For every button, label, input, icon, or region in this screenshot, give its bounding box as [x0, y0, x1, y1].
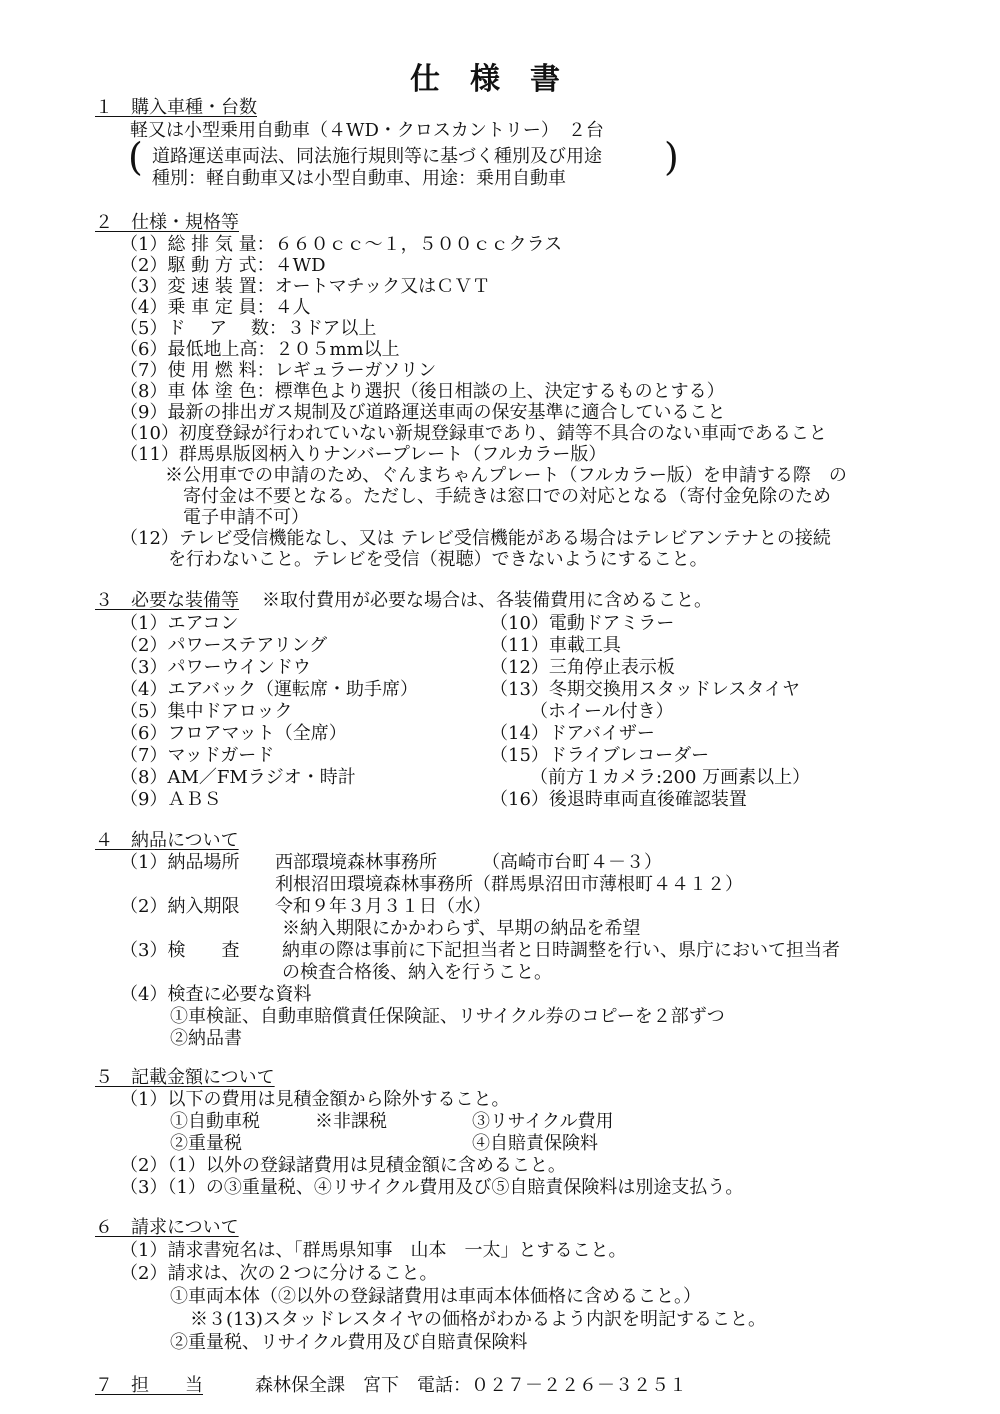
section-5-heading: ５ 記載金額について — [95, 1067, 275, 1088]
classification-note-2: 種別：軽自動車又は小型自動車、用途：乗用自動車 — [152, 168, 566, 189]
vehicle-type: 軽又は小型乗用自動車（４WD・クロスカントリー） ２台 — [130, 120, 604, 141]
tax-item: ④自賠責保険料 — [472, 1133, 598, 1154]
inspection-text-1: 納車の際は事前に下記担当者と日時調整を行い、県庁において担当者 — [282, 940, 840, 961]
spec-item-12-cont: を行わないこと。テレビを受信（視聴）できないようにすること。 — [168, 549, 708, 570]
contact-info: 森林保全課 宮下 電話：０２７－２２６－３２５１ — [255, 1375, 687, 1396]
spec-item: （9）最新の排出ガス規制及び道路運送車両の保安基準に適合していること — [120, 402, 726, 423]
documents-item-2: ②納品書 — [170, 1028, 242, 1049]
deadline-note: ※納入期限にかかわらず、早期の納品を希望 — [282, 918, 641, 939]
equipment-item-note: （ホイール付き） — [530, 701, 674, 722]
billing-sub-1: ①車両本体（②以外の登録諸費用は車両本体価格に含めること。） — [170, 1286, 701, 1307]
delivery-place-1: 西部環境森林事務所 （高崎市台町４－３） — [275, 852, 662, 873]
spec-item: （5）ド ア 数：３ドア以上 — [120, 318, 377, 339]
equipment-item: （15）ドライブレコーダー — [490, 745, 710, 766]
plate-note-2: 寄付金は不要となる。ただし、手続きは窓口での対応となる（寄付金免除のため — [183, 486, 831, 507]
documents-label: （4）検査に必要な資料 — [120, 984, 312, 1005]
inspection-text-2: の検査合格後、納入を行うこと。 — [282, 962, 552, 983]
section-3-heading: ３ 必要な装備等 — [95, 590, 239, 611]
amount-item-2: （2）（1）以外の登録諸費用は見積金額に含めること。 — [120, 1155, 566, 1176]
spec-item-12: （12）テレビ受信機能なし、又は テレビ受信機能がある場合はテレビアンテナとの接続 — [120, 528, 831, 549]
tax-item: ②重量税 — [170, 1133, 242, 1154]
spec-item: （7）使 用 燃 料：レギュラーガソリン — [120, 360, 437, 381]
spec-item: （6）最低地上高：２０５mm以上 — [120, 339, 400, 360]
plate-note-3: 電子申請不可） — [183, 507, 309, 528]
section-2-heading: ２ 仕様・規格等 — [95, 212, 239, 233]
equipment-item: （8）AM／FMラジオ・時計 — [120, 767, 356, 788]
delivery-place-2: 利根沼田環境森林事務所（群馬県沼田市薄根町４４１２） — [275, 874, 743, 895]
page-title: 仕様書 — [410, 62, 590, 97]
left-bracket: ( — [128, 135, 143, 179]
billing-item-2: （2）請求は、次の２つに分けること。 — [120, 1263, 438, 1284]
tax-note: ※非課税 — [315, 1111, 387, 1132]
billing-sub-2: ②重量税、リサイクル費用及び自賠責保険料 — [170, 1332, 528, 1353]
section-4-heading: ４ 納品について — [95, 830, 239, 851]
billing-item-1: （1）請求書宛名は、「群馬県知事 山本 一太」とすること。 — [120, 1240, 627, 1261]
section-6-heading: ６ 請求について — [95, 1217, 239, 1238]
billing-sub-1-note: ※３(13)スタッドレスタイヤの価格がわかるよう内訳を明記すること。 — [190, 1309, 767, 1330]
equipment-item: （7）マッドガード — [120, 745, 275, 766]
tax-item: ③リサイクル費用 — [472, 1111, 614, 1132]
section-3-note: ※取付費用が必要な場合は、各装備費用に含めること。 — [262, 590, 712, 611]
spec-item: （10）初度登録が行われていない新規登録車であり、錆等不具合のない車両であること — [120, 423, 827, 444]
equipment-item: （11）車載工具 — [490, 635, 621, 656]
equipment-item: （12）三角停止表示板 — [490, 657, 675, 678]
classification-note-1: 道路運送車両法、同法施行規則等に基づく種別及び用途 — [152, 146, 602, 167]
equipment-item: （2）パワーステアリング — [120, 635, 328, 656]
amount-item-3: （3）（1）の③重量税、④リサイクル費用及び⑤自賠責保険料は別途支払う。 — [120, 1177, 744, 1198]
spec-item: （8）車 体 塗 色：標準色より選択（後日相談の上、決定するものとする） — [120, 381, 725, 402]
equipment-item: （10）電動ドアミラー — [490, 613, 675, 634]
equipment-item-note: （前方１カメラ:200 万画素以上） — [530, 767, 811, 788]
plate-note-1: ※公用車での申請のため、ぐんまちゃんプレート（フルカラー版）を申請する際 の — [165, 465, 847, 486]
equipment-item: （16）後退時車両直後確認装置 — [490, 789, 747, 810]
equipment-item: （6）フロアマット（全席） — [120, 723, 347, 744]
deadline-value: 令和９年３月３１日（水） — [275, 896, 491, 917]
documents-item-1: ①車検証、自動車賠償責任保険証、リサイクル券のコピーを２部ずつ — [170, 1006, 725, 1027]
equipment-item: （1）エアコン — [120, 613, 239, 634]
equipment-item: （3）パワーウインドウ — [120, 657, 311, 678]
inspection-label: （3）検 査 — [120, 940, 240, 961]
deadline-label: （2）納入期限 — [120, 896, 240, 917]
amount-item-1: （1）以下の費用は見積金額から除外すること。 — [120, 1089, 510, 1110]
spec-item: （1）総 排 気 量：６６０ｃｃ～１，５００ｃｃクラス — [120, 234, 563, 255]
spec-item: （4）乗 車 定 員：４人 — [120, 297, 311, 318]
equipment-item: （9）ＡＢＳ — [120, 789, 222, 810]
spec-item: （11）群馬県版図柄入りナンバープレート（フルカラー版） — [120, 444, 607, 465]
equipment-item: （13）冬期交換用スタッドレスタイヤ — [490, 679, 801, 700]
spec-item: （3）変 速 装 置：オートマチック又はＣＶＴ — [120, 276, 491, 297]
section-1-heading: １ 購入車種・台数 — [95, 97, 257, 118]
spec-item: （2）駆 動 方 式：４WD — [120, 255, 326, 276]
equipment-item: （4）エアバック（運転席・助手席） — [120, 679, 419, 700]
delivery-place-label: （1）納品場所 — [120, 852, 240, 873]
tax-item: ①自動車税 — [170, 1111, 260, 1132]
equipment-item: （5）集中ドアロック — [120, 701, 293, 722]
equipment-item: （14）ドアバイザー — [490, 723, 655, 744]
section-7-heading: ７ 担 当 — [95, 1375, 203, 1396]
right-bracket: ) — [664, 135, 679, 179]
